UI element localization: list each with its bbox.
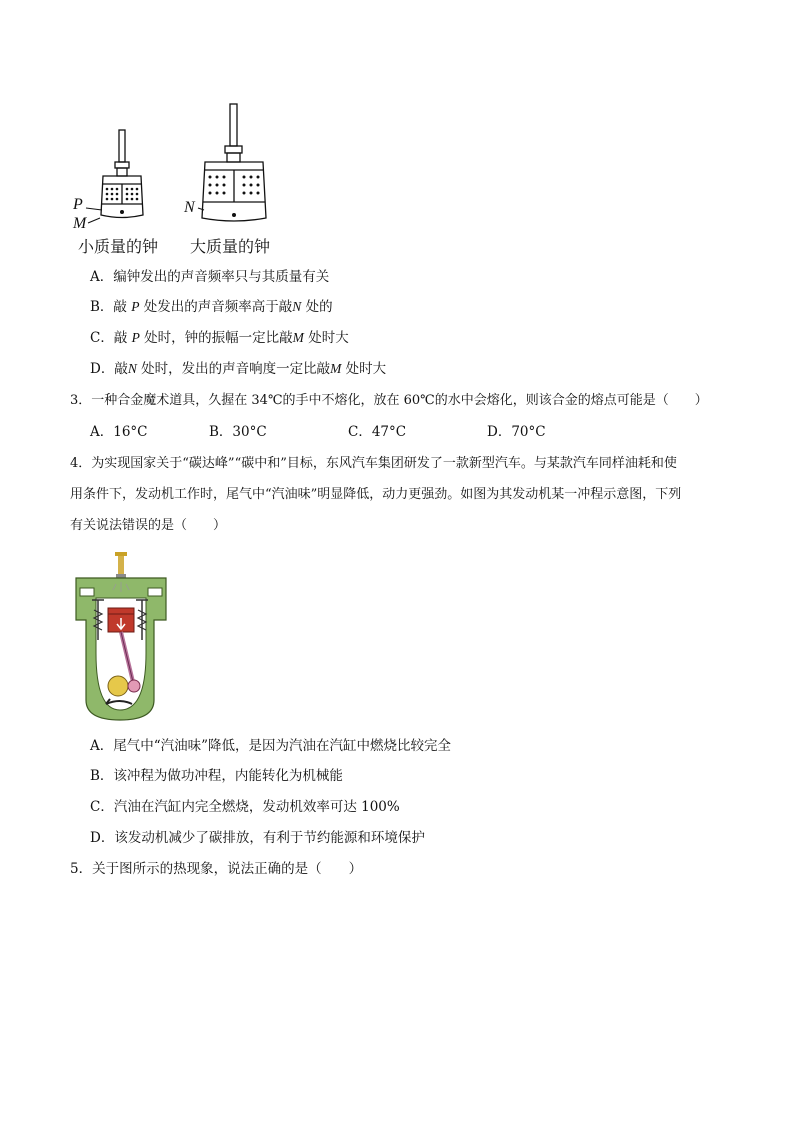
- q4-option-b: B．该冲程为做功冲程，内能转化为机械能: [90, 768, 343, 784]
- q3-option-b: B．30°C: [209, 424, 267, 440]
- label-p: P: [73, 196, 83, 213]
- q4-stem-line-3: 有关说法错误的是（ ）: [70, 518, 227, 533]
- q3-stem: 3．一种合金魔术道具，久握在 34℃的手中不熔化，放在 60℃的水中会熔化，则该合金的熔点可能是（ ）: [70, 393, 708, 408]
- q3-option-a: A．16°C: [90, 424, 148, 440]
- bells-illustration: [70, 100, 290, 235]
- small-bell-caption: 小质量的钟: [78, 237, 159, 256]
- crank-gear: [108, 676, 128, 696]
- q2-option-b: B．敲 P 处发出的声音频率高于敲N 处的: [90, 299, 333, 315]
- q4-option-a: A．尾气中“汽油味”降低，是因为汽油在汽缸中燃烧比较完全: [90, 738, 452, 754]
- small-bell: [101, 130, 143, 218]
- q3-option-c: C．47°C: [348, 424, 407, 440]
- large-bell-caption: 大质量的钟: [190, 237, 271, 256]
- q2-option-a: A．编钟发出的声音频率只与其质量有关: [90, 269, 330, 285]
- q3-option-d: D．70°C: [487, 424, 546, 440]
- q2-option-d: D．敲N 处时，发出的声音响度一定比敲M 处时大: [90, 361, 387, 377]
- q4-stem-line-2: 用条件下，发动机工作时，尾气中“汽油味”明显降低，动力更强劲。如图为其发动机某一冲程示意图，下列: [70, 487, 682, 502]
- q5-stem: 5．关于图所示的热现象，说法正确的是（ ）: [70, 861, 363, 877]
- label-m: M: [73, 215, 87, 232]
- label-n: N: [184, 199, 195, 216]
- q4-option-c: C．汽油在汽缸内完全燃烧，发动机效率可达 100%: [90, 799, 400, 815]
- engine-stroke-diagram: [70, 548, 170, 723]
- q4-stem-line-1: 4．为实现国家关于“碳达峰”“碳中和”目标，东风汽车集团研发了一款新型汽车。与某款汽车同样油耗和使: [70, 456, 677, 471]
- q4-option-d: D．该发动机减少了碳排放，有利于节约能源和环境保护: [90, 830, 425, 846]
- spark-plug-icon: [115, 552, 127, 580]
- large-bell: [202, 104, 266, 221]
- q2-option-c: C．敲 P 处时，钟的振幅一定比敲M 处时大: [90, 330, 349, 346]
- bells-figure: [70, 100, 290, 260]
